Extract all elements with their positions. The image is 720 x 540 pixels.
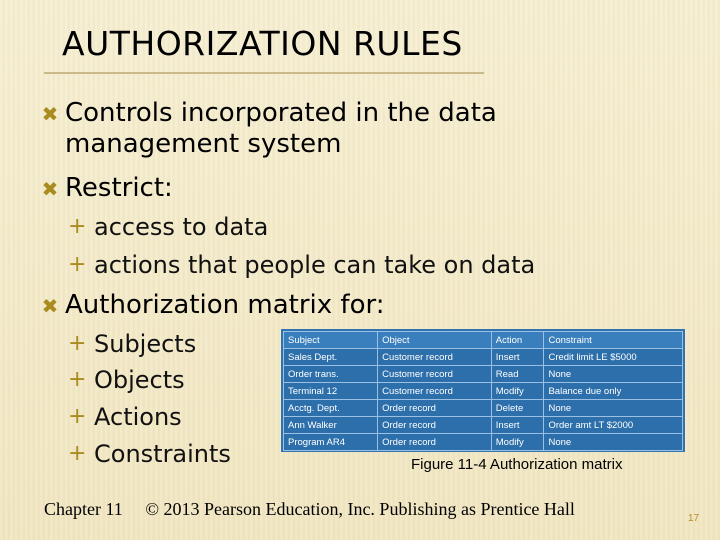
column-header: Action (491, 332, 544, 349)
restrict-item-text: actions that people can take on data (94, 251, 536, 279)
column-header: Object (378, 332, 492, 349)
bullet-text: Authorization matrix for: (65, 290, 385, 320)
x-bullet-icon: ✖ (41, 294, 59, 318)
table-cell: Insert (491, 417, 544, 434)
table-cell: Order trans. (284, 366, 378, 383)
plus-bullet-icon: + (68, 214, 87, 239)
table-cell: None (544, 366, 683, 383)
bullet-text: Controls incorporated in the data management system (65, 98, 497, 159)
table-cell: Sales Dept. (284, 349, 378, 366)
figure-caption: Figure 11-4 Authorization matrix (411, 456, 623, 473)
column-header: Constraint (544, 332, 683, 349)
table-cell: Insert (491, 349, 544, 366)
table-cell: None (544, 434, 683, 451)
restrict-item-text: access to data (94, 213, 269, 241)
table-cell: Order record (378, 434, 492, 451)
table-cell: Ann Walker (284, 417, 378, 434)
table-cell: Modify (491, 434, 544, 451)
matrix-item-text: Actions (94, 403, 182, 431)
table-cell: Delete (491, 400, 544, 417)
table-cell: Acctg. Dept. (284, 400, 378, 417)
authorization-matrix-figure (281, 329, 685, 452)
copyright-text: © 2013 Pearson Education, Inc. Publishing as Prentice Hall (145, 499, 575, 519)
table-row (284, 434, 683, 451)
table-cell: Read (491, 366, 544, 383)
x-bullet-icon: ✖ (41, 102, 59, 126)
matrix-item-text: Constraints (94, 440, 231, 468)
slide-title: AUTHORIZATION RULES (62, 24, 463, 63)
table-cell: Customer record (378, 383, 492, 400)
table-cell: Terminal 12 (284, 383, 378, 400)
authorization-matrix-table (283, 331, 683, 451)
table-row (284, 400, 683, 417)
title-divider (44, 72, 484, 74)
x-bullet-icon: ✖ (41, 177, 59, 201)
matrix-item-text: Subjects (94, 330, 197, 358)
table-cell: Credit limit LE $5000 (544, 349, 683, 366)
chapter-label: Chapter 11 (44, 499, 123, 519)
table-row (284, 366, 683, 383)
slide-footer (44, 499, 575, 520)
plus-bullet-icon: + (68, 441, 87, 466)
table-row (284, 383, 683, 400)
plus-bullet-icon: + (68, 404, 87, 429)
page-number: 17 (688, 513, 700, 524)
table-cell: Program AR4 (284, 434, 378, 451)
table-cell: Modify (491, 383, 544, 400)
matrix-item-text: Objects (94, 366, 185, 394)
table-header-row (284, 332, 683, 349)
table-row (284, 417, 683, 434)
bullet-text: Restrict: (65, 173, 173, 203)
plus-bullet-icon: + (68, 367, 87, 392)
plus-bullet-icon: + (68, 331, 87, 356)
table-cell: Order record (378, 400, 492, 417)
table-cell: None (544, 400, 683, 417)
table-cell: Customer record (378, 349, 492, 366)
table-cell: Balance due only (544, 383, 683, 400)
table-cell: Order amt LT $2000 (544, 417, 683, 434)
table-row (284, 349, 683, 366)
table-cell: Order record (378, 417, 492, 434)
plus-bullet-icon: + (68, 252, 87, 277)
table-cell: Customer record (378, 366, 492, 383)
column-header: Subject (284, 332, 378, 349)
